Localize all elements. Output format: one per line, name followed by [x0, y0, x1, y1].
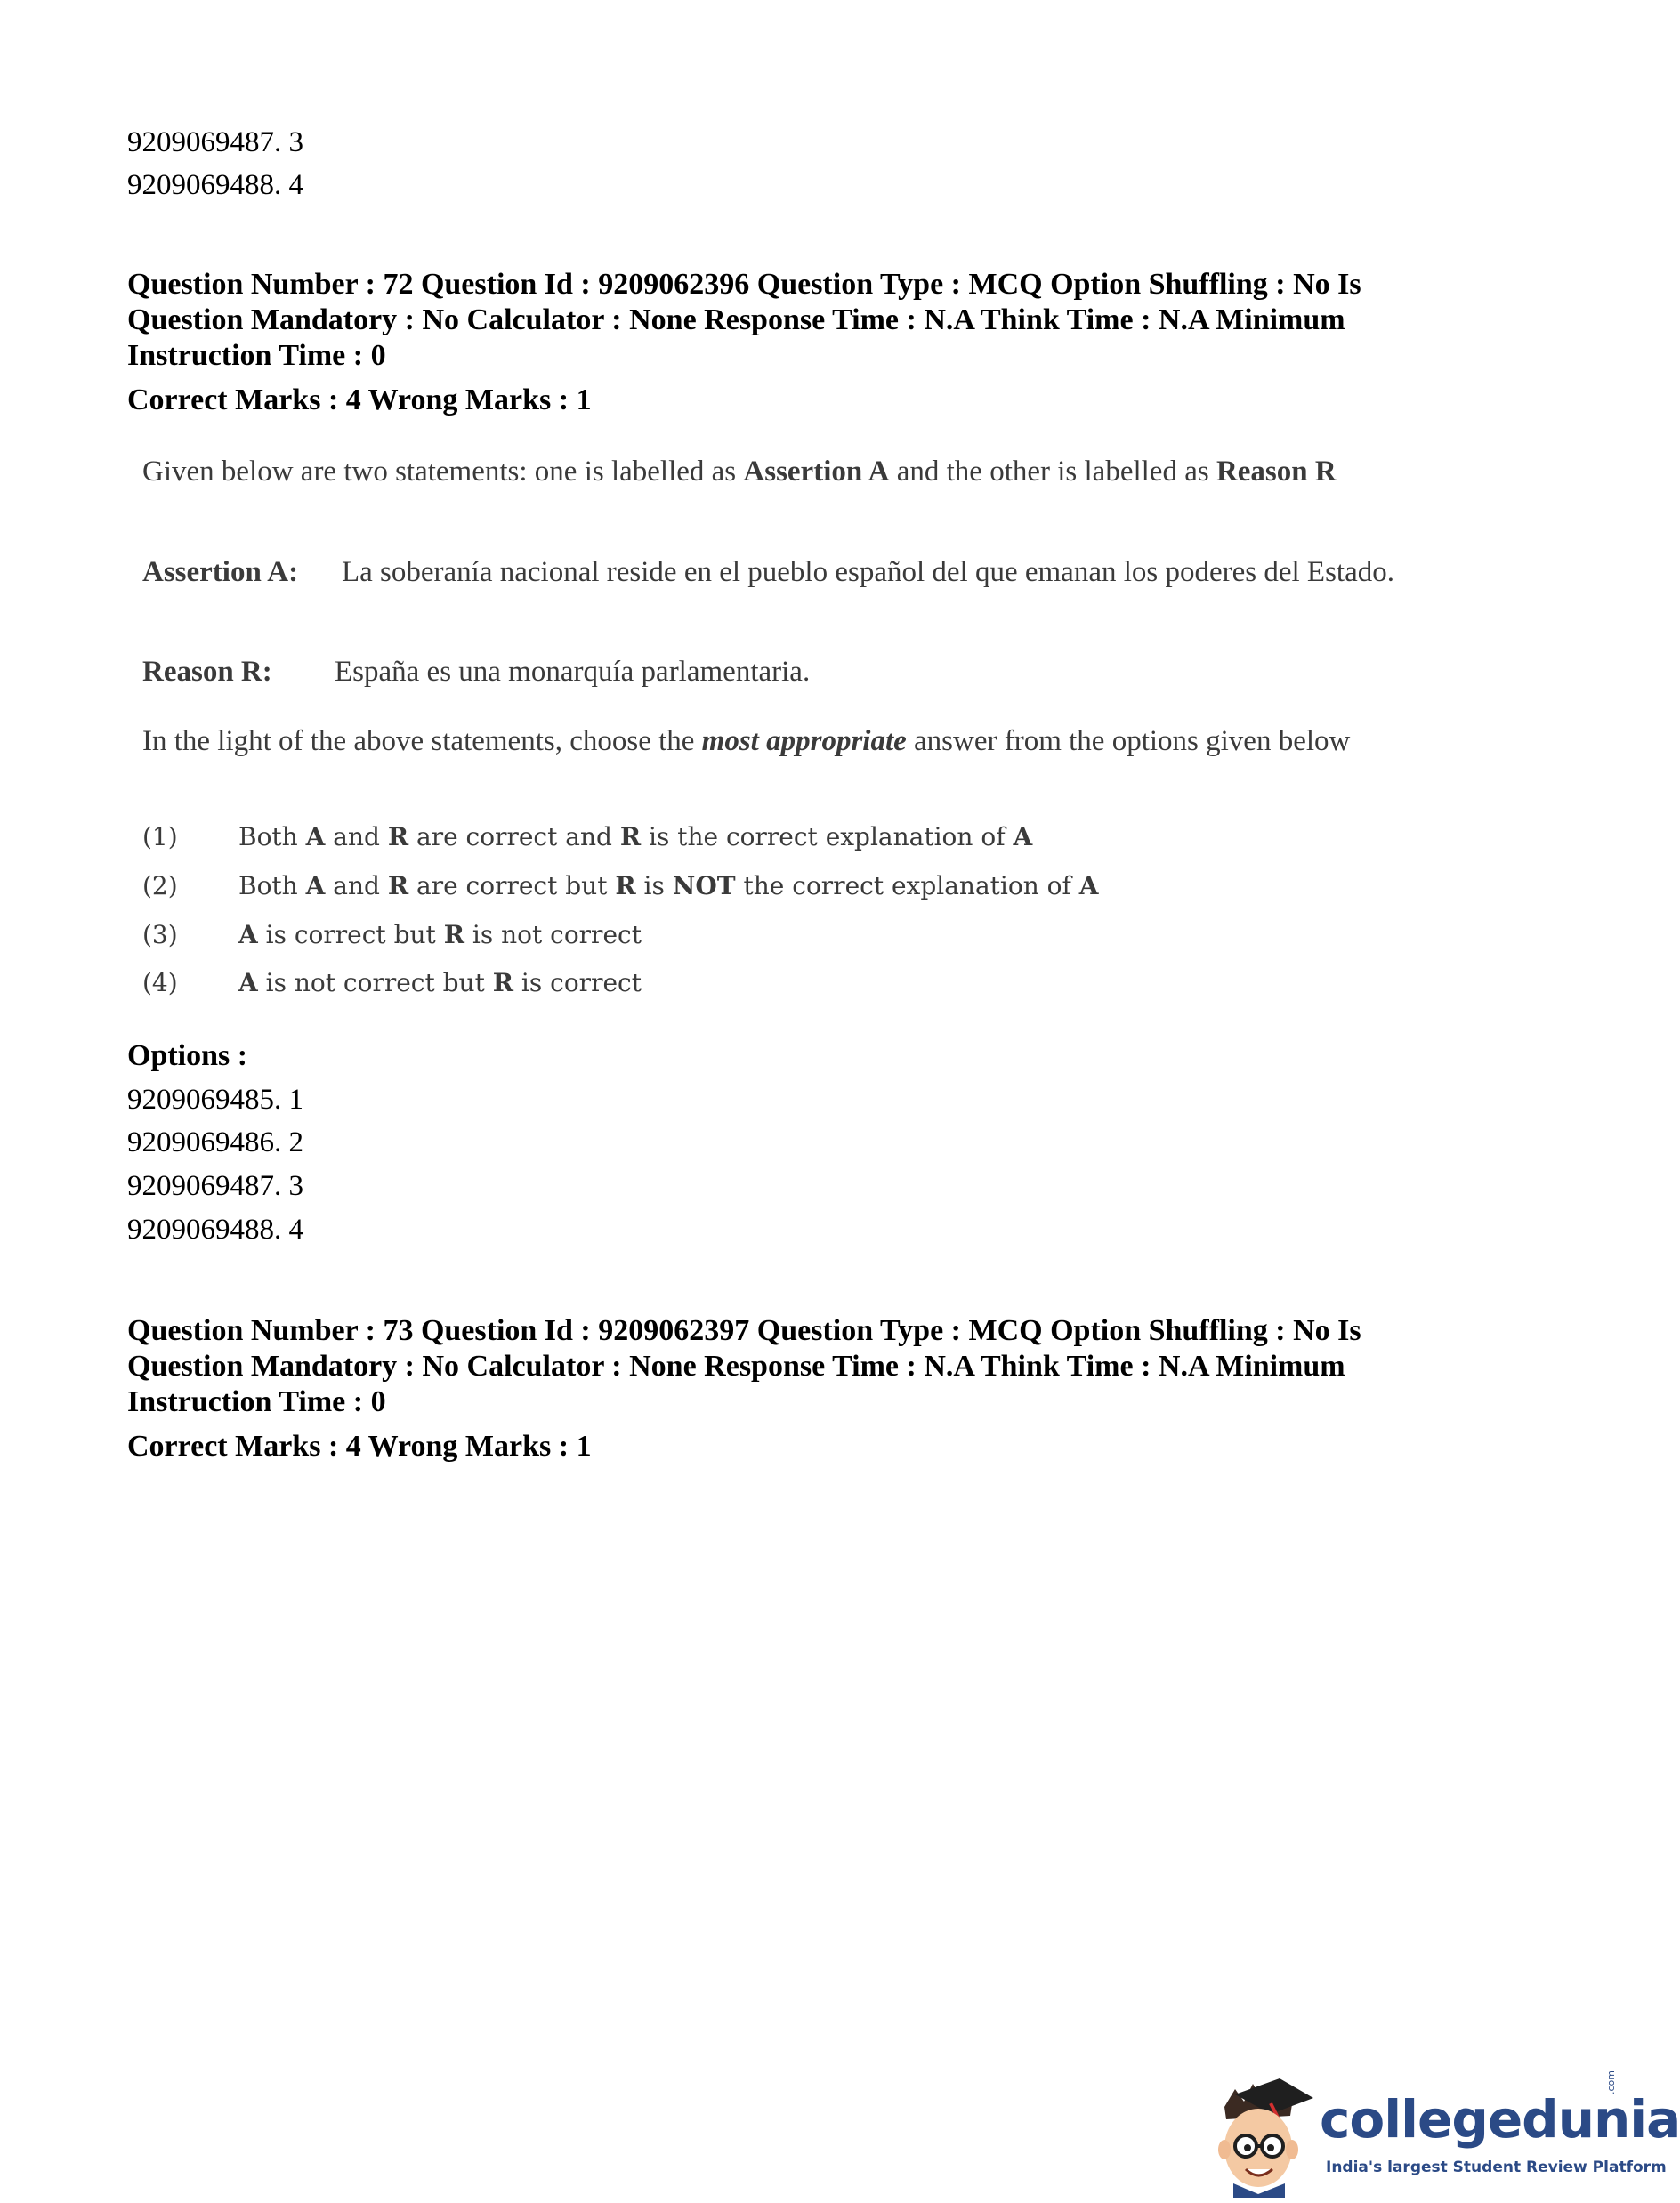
meta-line: Question Number : 73 Question Id : 9209062397 Question Type : MCQ Option Shuffling : No Is	[127, 1314, 1361, 1347]
meta-line: Question Mandatory : No Calculator : None Response Time : N.A Think Time : N.A Minimum	[127, 303, 1345, 336]
option-number: 1	[288, 1084, 303, 1116]
option-2	[127, 1125, 303, 1160]
question-73-marks: Correct Marks : 4 Wrong Marks : 1	[127, 1430, 592, 1463]
choice-number: (1)	[142, 822, 178, 851]
logo-brand-text: collegedunia	[1320, 2089, 1680, 2150]
student-mascot-icon	[1208, 2073, 1315, 2198]
option-3	[127, 1168, 303, 1204]
option-id: 9209069486.	[127, 1126, 282, 1158]
prev-option-4	[127, 167, 303, 203]
option-number: 3	[288, 126, 303, 158]
choice-text: Both A and R are correct but R is NOT the correct explanation of A	[238, 871, 1099, 900]
reason-label: Reason R:	[142, 656, 272, 688]
prev-option-3	[127, 125, 303, 160]
meta-line: Question Number : 72 Question Id : 9209062396 Question Type : MCQ Option Shuffling : No Is	[127, 268, 1361, 301]
choice-text: A is correct but R is not correct	[238, 920, 642, 949]
choose-instruction: In the light of the above statements, choose the most appropriate answer from the options given below	[142, 725, 1351, 757]
option-number: 4	[288, 1214, 303, 1246]
choice-number: (3)	[142, 920, 178, 949]
meta-line: Instruction Time : 0	[127, 1385, 386, 1418]
option-number: 3	[288, 1170, 303, 1202]
option-4	[127, 1212, 303, 1247]
option-id: 9209069487.	[127, 126, 282, 158]
option-id: 9209069487.	[127, 1170, 282, 1202]
question-72-marks: Correct Marks : 4 Wrong Marks : 1	[127, 383, 592, 416]
question-intro: Given below are two statements: one is labelled as Assertion A and the other is labelled as Reason R	[142, 456, 1337, 488]
assertion-label: Assertion A:	[142, 556, 299, 588]
option-id: 9209069488.	[127, 1214, 282, 1246]
choice-text: A is not correct but R is correct	[238, 968, 642, 997]
reason-text: España es una monarquía parlamentaria.	[335, 656, 811, 688]
option-id: 9209069488.	[127, 169, 282, 201]
option-number: 2	[288, 1126, 303, 1158]
assertion-text: La soberanía nacional reside en el pueblo español del que emanan los poderes del Estado.	[342, 556, 1394, 588]
assertion	[142, 554, 1424, 590]
options-label: Options :	[127, 1039, 248, 1072]
option-1	[127, 1082, 303, 1118]
choice-number: (4)	[142, 968, 178, 997]
choice-text: Both A and R are correct and R is the correct explanation of A	[238, 822, 1033, 851]
reason	[142, 654, 1424, 690]
choice-number: (2)	[142, 871, 178, 900]
logo-tagline: India's largest Student Review Platform	[1326, 2159, 1667, 2176]
question-73-meta	[127, 1313, 1533, 1420]
meta-line: Instruction Time : 0	[127, 339, 386, 372]
option-number: 4	[288, 169, 303, 201]
question-72-meta	[127, 267, 1533, 374]
logo-com-text: .com	[1605, 2070, 1617, 2094]
collegedunia-logo[interactable]	[1208, 2070, 1680, 2198]
option-id: 9209069485.	[127, 1084, 282, 1116]
meta-line: Question Mandatory : No Calculator : None Response Time : N.A Think Time : N.A Minimum	[127, 1350, 1345, 1383]
